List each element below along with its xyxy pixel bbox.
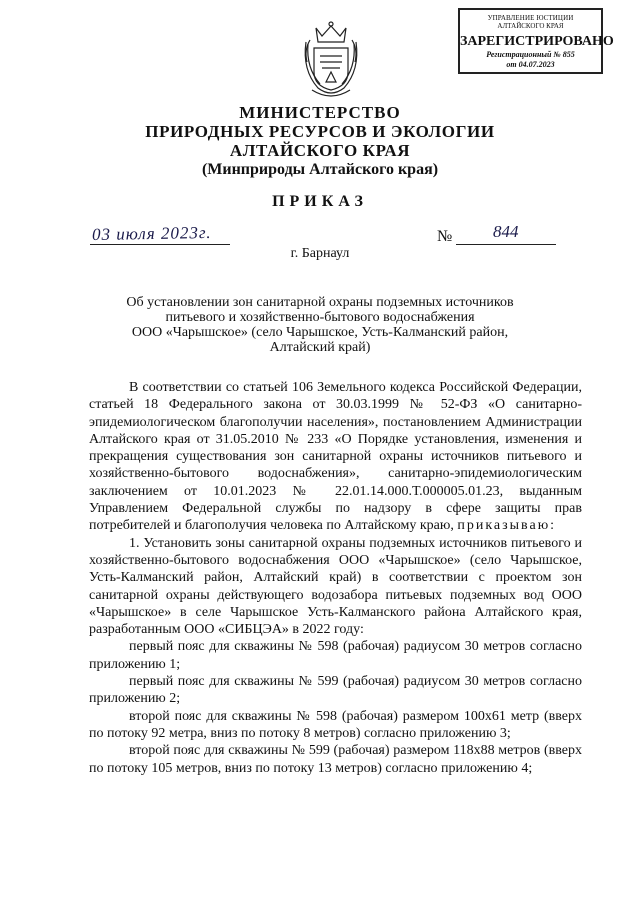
preamble-text: В соответствии со статьей 106 Земельного кодекса Российской Федерации, статьей 18 Федерального закона от 30.03.1999 № 52-ФЗ «О санитарно-эпидемиологическом благополучии населения», постановлением Администрации Алтайского края от 31.05.2010 № 233 «О Порядке установления, изменения и прекращения существования зон санитарной охраны источников питьевого и хозяйственно-бытового водоснабжения», санитарно-эпидемиологическим заключением от 10.01.2023 № 22.01.14.000.Т.000005.01.23, выданным Управлением Федеральной службы по надзору в сфере защиты прав потребителей и благополучия человека по Алтайскому краю, xyxy=(89,380,582,534)
document-type-heading: ПРИКАЗ xyxy=(272,193,368,210)
ministry-name-line1: МИНИСТЕРСТВО xyxy=(239,103,401,122)
ministry-short-name: (Минприроды Алтайского края) xyxy=(201,161,439,178)
registration-stamp xyxy=(458,8,614,74)
belt-item-paragraph: первый пояс для скважины № 599 (рабочая) радиусом 30 метров согласно приложению 2; xyxy=(89,674,582,707)
order-title xyxy=(120,295,520,355)
handwritten-order-number: 844 xyxy=(493,222,519,241)
date-underline xyxy=(90,244,230,245)
belt-item-paragraph: второй пояс для скважины № 599 (рабочая) размером 118х88 метров (вверх по потоку 105 метров, вниз по потоку 13 метров) согласно приложению 4; xyxy=(89,743,582,776)
number-sign: № xyxy=(437,228,453,245)
title-line: Алтайский край) xyxy=(269,340,371,355)
city-name: г. Барнаул xyxy=(290,246,350,261)
belt-item-paragraph: второй пояс для скважины № 598 (рабочая) размером 100х61 метр (вверх по потоку 92 метра, вниз по потоку 8 метров) согласно приложению 3; xyxy=(89,708,582,741)
order-body xyxy=(89,379,582,777)
stamp-authority-line1: УПРАВЛЕНИЕ ЮСТИЦИИ xyxy=(487,14,574,22)
title-line: Об установлении зон санитарной охраны подземных источников xyxy=(126,295,514,310)
title-line: ООО «Чарышское» (село Чарышское, Усть-Калманский район, xyxy=(131,325,509,340)
stamp-registration-date: от 04.07.2023 xyxy=(506,60,555,69)
title-line: питьевого и хозяйственно-бытового водоснабжения xyxy=(165,310,475,325)
belt-item-paragraph: первый пояс для скважины № 598 (рабочая) радиусом 30 метров согласно приложению 1; xyxy=(89,639,582,672)
stamp-authority-line2: АЛТАЙСКОГО КРАЯ xyxy=(497,22,564,30)
stamp-registration-number: Регистрационный № 855 xyxy=(486,50,575,59)
ministry-name-line2: ПРИРОДНЫХ РЕСУРСОВ И ЭКОЛОГИИ xyxy=(145,122,495,141)
ministry-name-line3: АЛТАЙСКОГО КРАЯ xyxy=(229,141,411,160)
coat-of-arms-emblem xyxy=(298,20,364,100)
preamble-paragraph xyxy=(89,379,582,535)
handwritten-date: 03 июля 2023г. xyxy=(91,222,212,245)
clause-1-paragraph: 1. Установить зоны санитарной охраны подземных источников питьевого и хозяйственно-бытового водоснабжения ООО «Чарышское» (село Чарышское, Усть-Калманский район, Алтайский край) в соответствии с проектом зон санитарной охраны действующего водозабора питьевых подземных вод ООО «Чарышское» в селе Чарышское Усть-Калманского района Алтайского края, разработанным ООО «СИБЦЭА» в 2022 году: xyxy=(89,535,582,638)
order-verb: приказываю: xyxy=(457,518,557,534)
number-underline xyxy=(456,244,556,245)
stamp-status: ЗАРЕГИСТРИРОВАНО xyxy=(460,34,614,49)
